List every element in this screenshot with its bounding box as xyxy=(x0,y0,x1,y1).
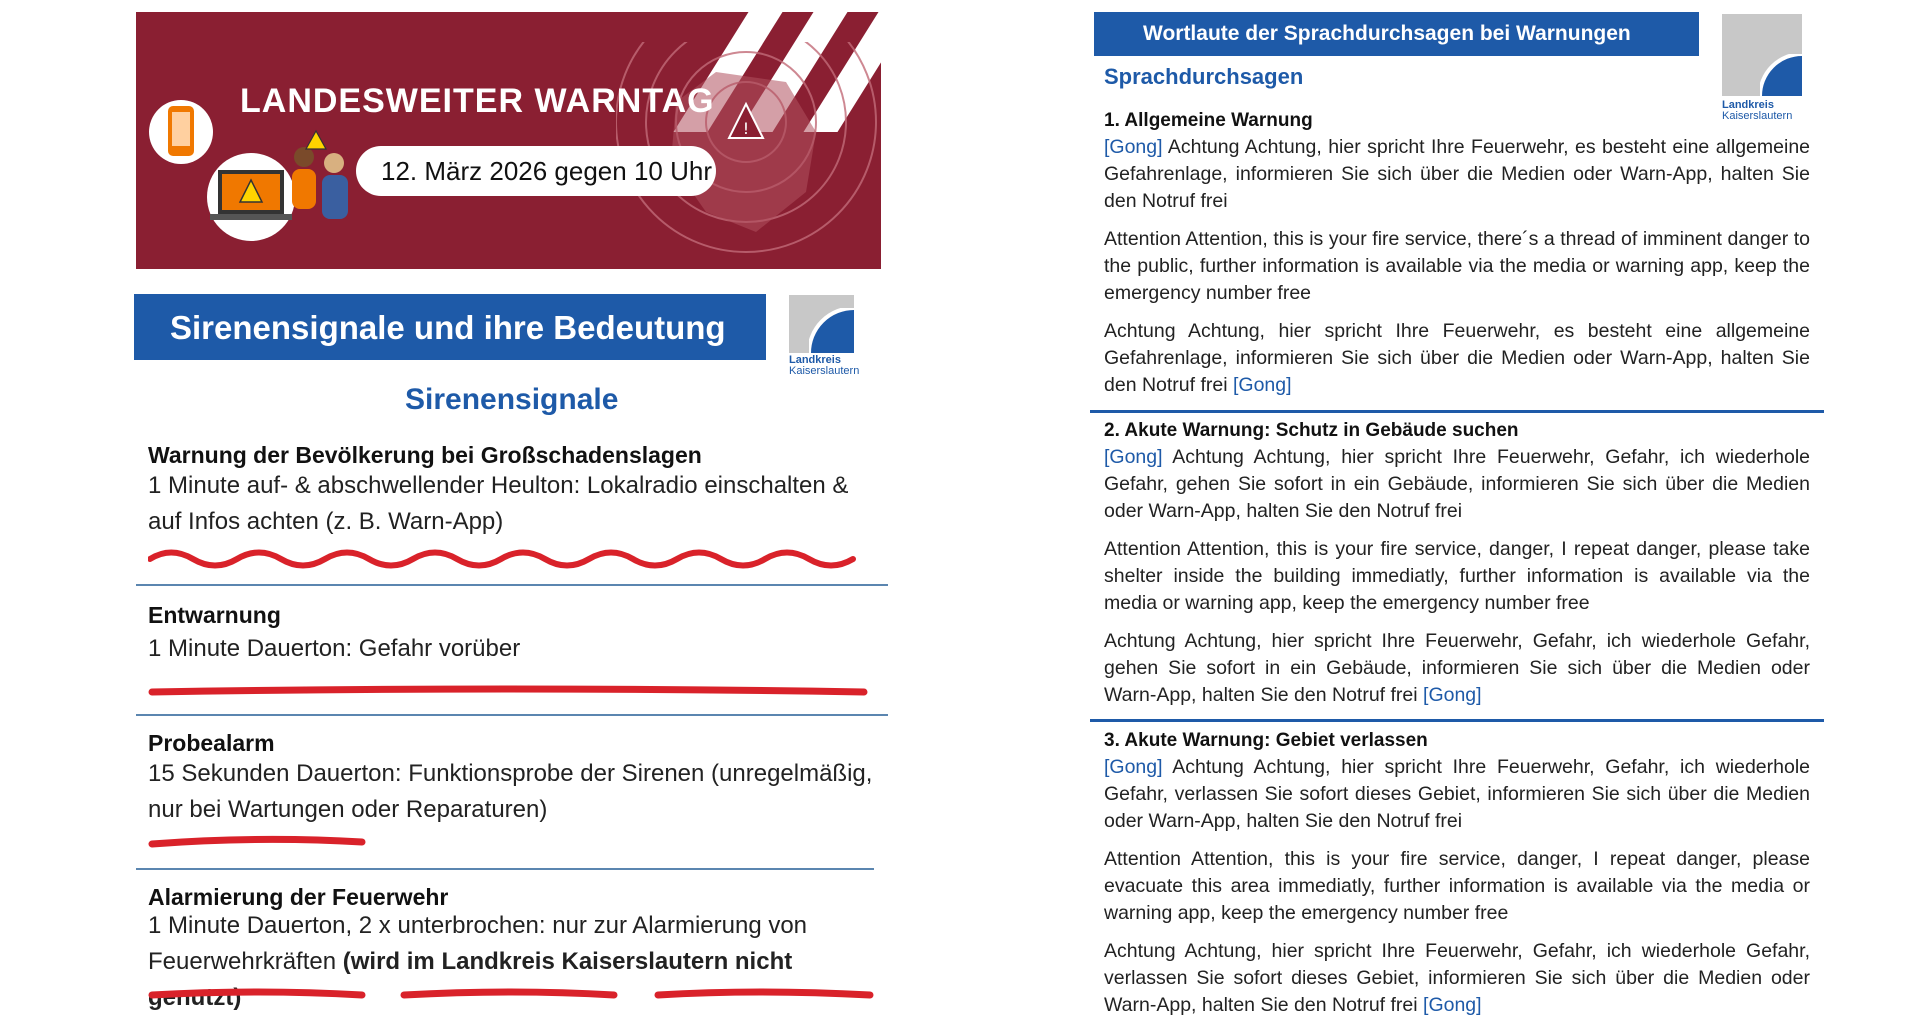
section-divider xyxy=(136,868,874,870)
gong-label: [Gong] xyxy=(1104,446,1163,468)
warning-de-first xyxy=(1104,754,1810,835)
short-tone-graphic xyxy=(148,832,378,852)
warning-heading: 1. Allgemeine Warnung xyxy=(1104,110,1313,131)
warning-de-first xyxy=(1104,134,1810,215)
signal-heading: Entwarnung xyxy=(148,602,281,628)
left-subtitle: Sirenensignale xyxy=(405,383,619,416)
warning-heading: 3. Akute Warnung: Gebiet verlassen xyxy=(1104,730,1428,751)
landkreis-logo-right xyxy=(1722,14,1802,122)
logo-quarter-icon xyxy=(1760,54,1802,96)
logo-line2: Kaiserslautern xyxy=(1722,110,1793,122)
warning-text: Achtung Achtung, hier spricht Ihre Feuerwehr, es besteht eine allgemeine Gefahrenlage, informieren Sie sich über die Medien oder Warn-App, halten Sie den Notruf frei xyxy=(1104,136,1811,212)
people-icon xyxy=(286,127,356,232)
logo-line2: Kaiserslautern xyxy=(789,365,860,377)
warning-de-first xyxy=(1104,444,1810,525)
banner-date: 12. März 2026 gegen 10 Uhr xyxy=(381,156,712,186)
warning-text: Achtung Achtung, hier spricht Ihre Feuerwehr, Gefahr, ich wiederhole Gefahr, verlassen Sie sofort dieses Gebiet, informieren Sie sich über die Medien oder Warn-App, halten Sie den Notruf frei xyxy=(1104,940,1810,1016)
gong-label: [Gong] xyxy=(1423,684,1482,706)
warning-heading: 2. Akute Warnung: Schutz in Gebäude suchen xyxy=(1104,420,1519,441)
left-title: Sirenensignale und ihre Bedeutung xyxy=(170,309,726,346)
warning-de-second xyxy=(1104,938,1810,1019)
banner-title: LANDESWEITER WARNTAG xyxy=(240,82,715,120)
warning-en: Attention Attention, this is your fire service, danger, I repeat danger, please take shelter inside the building immediatly, further information is available via the media or warning app, keep the emergency number free xyxy=(1104,538,1810,614)
logo-quarter-icon xyxy=(809,308,854,353)
signal-heading: Probealarm xyxy=(148,730,275,756)
svg-text:!: ! xyxy=(742,119,750,138)
section-divider xyxy=(1090,410,1824,413)
gong-label: [Gong] xyxy=(1104,136,1163,158)
gong-label: [Gong] xyxy=(1423,994,1482,1016)
warning-de-second xyxy=(1104,628,1810,709)
warning-text: Achtung Achtung, hier spricht Ihre Feuerwehr, Gefahr, ich wiederhole Gefahr, gehen Sie sofort in ein Gebäude, informieren Sie sich über die Medien oder Warn-App, halten Sie den Notruf frei xyxy=(1104,630,1810,706)
signal-heading: Warnung der Bevölkerung bei Großschadenslagen xyxy=(148,442,702,468)
right-title: Wortlaute der Sprachdurchsagen bei Warnungen xyxy=(1143,22,1631,45)
steady-tone-graphic xyxy=(148,682,878,702)
signal-text: 1 Minute Dauerton, 2 x unterbrochen: nur zur Alarmierung von Feuerwehrkräften xyxy=(148,912,808,975)
landkreis-logo xyxy=(789,295,860,377)
gong-label: [Gong] xyxy=(1104,756,1163,778)
logo-line1: Landkreis xyxy=(789,354,841,366)
wave-signal-graphic xyxy=(148,546,878,572)
warning-de-second xyxy=(1104,318,1810,399)
warntag-banner xyxy=(136,12,881,269)
logo-line1: Landkreis xyxy=(1722,99,1774,111)
section-divider xyxy=(136,714,888,716)
warning-text: Achtung Achtung, hier spricht Ihre Feuerwehr, Gefahr, ich wiederhole Gefahr, gehen Sie sofort in ein Gebäude, informieren Sie sich über die Medien oder Warn-App, halten Sie den Notruf frei xyxy=(1104,446,1810,522)
signal-text: 1 Minute auf- & abschwellender Heulton: Lokalradio einschalten & auf Infos achten (z. B. Warn-App) xyxy=(148,472,849,535)
signal-text: 1 Minute Dauerton: Gefahr vorüber xyxy=(148,635,521,662)
signal-text: 15 Sekunden Dauerton: Funktionsprobe der Sirenen (unregelmäßig, nur bei Wartungen oder Reparaturen) xyxy=(148,760,873,823)
section-divider xyxy=(136,584,888,586)
warning-en: Attention Attention, this is your fire service, danger, I repeat danger, please evacuate this area immediatly, further information is available via the media or warning app, keep the emergency number free xyxy=(1104,848,1810,924)
warning-en: Attention Attention, this is your fire service, there´s a thread of imminent danger to the public, further information is available via the media or warning app, keep the emergency number free xyxy=(1104,228,1810,304)
right-subtitle: Sprachdurchsagen xyxy=(1104,64,1304,89)
warning-text: Achtung Achtung, hier spricht Ihre Feuerwehr, es besteht eine allgemeine Gefahrenlage, informieren Sie sich über die Medien oder Warn-App, halten Sie den Notruf frei xyxy=(1104,320,1810,396)
signal-heading: Alarmierung der Feuerwehr xyxy=(148,884,449,910)
gong-label: [Gong] xyxy=(1232,374,1292,396)
section-divider xyxy=(1090,719,1824,722)
signal-note: (wird im Landkreis Kaiserslautern nicht genutzt) xyxy=(148,948,793,1011)
interrupted-tone-graphic xyxy=(148,985,878,1005)
warning-text: Achtung Achtung, hier spricht Ihre Feuerwehr, Gefahr, ich wiederhole Gefahr, verlassen Sie sofort dieses Gebiet, informieren Sie sich über die Medien oder Warn-App, halten Sie den Notruf frei xyxy=(1104,756,1810,832)
